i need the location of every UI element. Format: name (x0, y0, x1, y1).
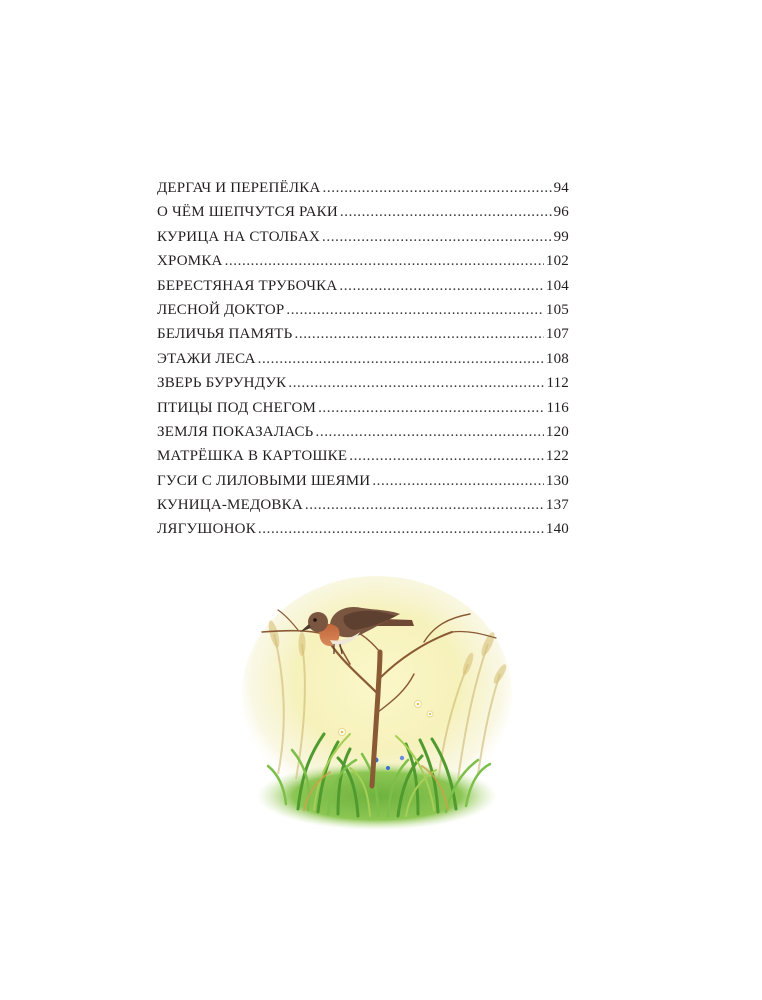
toc-leader-dots (339, 278, 543, 295)
toc-entry-title: ЛЯГУШОНОК (157, 521, 256, 538)
toc-entry[interactable] (157, 229, 569, 253)
toc-entry-title: ЗВЕРЬ БУРУНДУК (157, 375, 287, 392)
toc-entry[interactable] (157, 497, 569, 521)
toc-entry-title: БЕРЕСТЯНАЯ ТРУБОЧКА (157, 277, 338, 294)
toc-entry[interactable] (157, 375, 569, 399)
toc-entry[interactable] (157, 302, 569, 326)
toc-leader-dots (340, 204, 552, 221)
toc-leader-dots (372, 473, 544, 490)
toc-entry-page: 94 (553, 180, 569, 196)
toc-entry[interactable] (157, 521, 569, 545)
toc-entry[interactable] (157, 473, 569, 497)
toc-leader-dots (258, 521, 544, 538)
toc-entry[interactable] (157, 448, 569, 472)
toc-entry-title: КУНИЦА-МЕДОВКА (157, 497, 303, 514)
toc-entry-page: 102 (545, 253, 569, 270)
toc-leader-dots (286, 302, 543, 319)
toc-entry-title: КУРИЦА НА СТОЛБАХ (157, 228, 321, 245)
toc-entry-title: ПТИЦЫ ПОД СНЕГОМ (157, 399, 317, 416)
toc-entry-title: О ЧЁМ ШЕПЧУТСЯ РАКИ (157, 204, 338, 221)
toc-entry-title: ХРОМКА (157, 253, 223, 270)
toc-entry-page: 105 (545, 301, 569, 318)
toc-entry-page: 130 (545, 472, 569, 489)
toc-entry[interactable] (157, 326, 569, 350)
toc-leader-dots (318, 400, 544, 417)
bird-on-branch-illustration (238, 574, 516, 836)
toc-leader-dots (295, 326, 544, 343)
toc-entry-page: 112 (546, 375, 569, 392)
toc-entry-page: 104 (545, 277, 569, 294)
toc-entry[interactable] (157, 253, 569, 277)
toc-entry-title: ДЕРГАЧ И ПЕРЕПЁЛКА (157, 180, 321, 196)
toc-leader-dots (305, 497, 544, 514)
toc-entry[interactable] (157, 400, 569, 424)
toc-entry-page: 140 (545, 521, 569, 538)
toc-entry-title: ГУСИ С ЛИЛОВЫМИ ШЕЯМИ (157, 472, 371, 489)
toc-entry[interactable] (157, 180, 569, 204)
toc-entry-title: ЛЕСНОЙ ДОКТОР (157, 301, 285, 318)
table-of-contents (157, 180, 569, 546)
toc-entry[interactable] (157, 278, 569, 302)
toc-entry[interactable] (157, 204, 569, 228)
toc-entry-title: ЭТАЖИ ЛЕСА (157, 350, 256, 367)
toc-entry[interactable] (157, 351, 569, 375)
toc-entry-title: БЕЛИЧЬЯ ПАМЯТЬ (157, 326, 293, 343)
toc-leader-dots (322, 229, 552, 246)
toc-entry-page: 122 (545, 448, 569, 465)
toc-entry-page: 108 (545, 350, 569, 367)
toc-leader-dots (316, 424, 544, 441)
toc-entry-page: 99 (553, 228, 569, 245)
toc-entry-page: 96 (553, 204, 569, 221)
toc-leader-dots (349, 448, 544, 465)
toc-entry[interactable] (157, 424, 569, 448)
bird-on-branch-icon (238, 574, 516, 836)
toc-entry-title: ЗЕМЛЯ ПОКАЗАЛАСЬ (157, 423, 314, 440)
toc-entry-title: МАТРЁШКА В КАРТОШКЕ (157, 448, 348, 465)
toc-leader-dots (323, 180, 552, 197)
toc-entry-page: 116 (546, 399, 569, 416)
toc-entry-page: 120 (545, 423, 569, 440)
toc-leader-dots (258, 351, 544, 368)
toc-entry-page: 107 (545, 326, 569, 343)
toc-leader-dots (288, 375, 544, 392)
toc-leader-dots (225, 253, 544, 270)
toc-entry-page: 137 (545, 497, 569, 514)
